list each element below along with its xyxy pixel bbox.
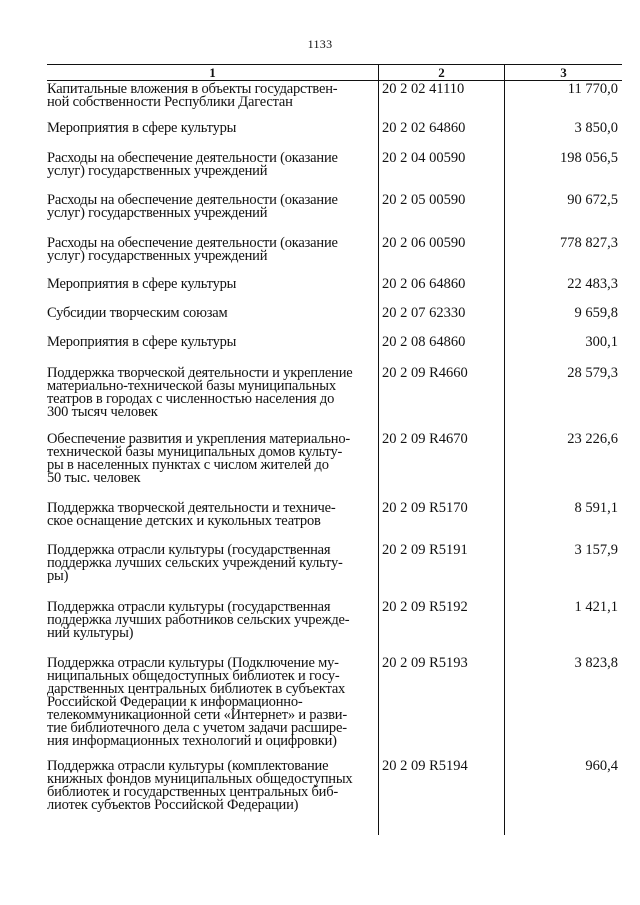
amount-value: 778 827,3 xyxy=(560,235,618,251)
expense-name-line: технической базы муниципальных домов культу- xyxy=(47,444,343,460)
budget-code: 20 2 02 41110 xyxy=(382,81,465,97)
expense-name-line: Поддержка творческой деятельности и техниче- xyxy=(47,500,336,516)
expense-name-line: услуг) государственных учреждений xyxy=(47,163,268,179)
budget-code: 20 2 09 R5191 xyxy=(382,542,468,558)
expense-name-line: Субсидии творческим союзам xyxy=(47,305,228,321)
expense-name-line: дарственных центральных библиотек в субъектах xyxy=(47,681,346,697)
expense-name xyxy=(47,544,377,583)
budget-code: 20 2 09 R5194 xyxy=(382,758,468,774)
expense-name xyxy=(47,83,377,109)
expense-name-line: ния информационных технологий и оцифровки) xyxy=(47,733,337,749)
column-header-3: 3 xyxy=(560,65,567,80)
expense-name xyxy=(47,152,377,178)
expense-name-line: Мероприятия в сфере культуры xyxy=(47,276,237,292)
budget-code: 20 2 05 00590 xyxy=(382,192,466,208)
expense-name xyxy=(47,122,377,135)
amount-value: 23 226,6 xyxy=(567,431,618,447)
expense-name-line: Расходы на обеспечение деятельности (оказание xyxy=(47,192,338,208)
expense-name-line: 50 тыс. человек xyxy=(47,470,141,486)
budget-code: 20 2 02 64860 xyxy=(382,120,466,136)
budget-code: 20 2 09 R4660 xyxy=(382,365,468,381)
column-header-1: 1 xyxy=(209,65,216,80)
table-top-border xyxy=(47,64,622,65)
expense-name-line: ной собственности Республики Дагестан xyxy=(47,94,293,110)
expense-name xyxy=(47,194,377,220)
expense-name-line: Поддержка отрасли культуры (государственная xyxy=(47,599,331,615)
amount-value: 960,4 xyxy=(585,758,618,774)
expense-name xyxy=(47,336,377,349)
expense-name xyxy=(47,278,377,291)
expense-name-line: Мероприятия в сфере культуры xyxy=(47,120,237,136)
amount-value: 3 850,0 xyxy=(574,120,618,136)
expense-name-line: Капитальные вложения в объекты государствен- xyxy=(47,81,338,97)
amount-value: 198 056,5 xyxy=(560,150,618,166)
expense-name xyxy=(47,760,377,812)
budget-code: 20 2 08 64860 xyxy=(382,334,466,350)
expense-name-line: Расходы на обеспечение деятельности (оказание xyxy=(47,235,338,251)
expense-name-line: Поддержка отрасли культуры (государственная xyxy=(47,542,331,558)
expense-name-line: Российской Федерации к информационно- xyxy=(47,694,303,710)
amount-value: 28 579,3 xyxy=(567,365,618,381)
expense-name-line: лиотек субъектов Российской Федерации) xyxy=(47,797,299,813)
budget-code: 20 2 07 62330 xyxy=(382,305,466,321)
expense-name-line: поддержка лучших работников сельских учрежде- xyxy=(47,612,350,628)
expense-name xyxy=(47,657,377,748)
amount-value: 1 421,1 xyxy=(574,599,618,615)
expense-name-line: ское оснащение детских и кукольных театров xyxy=(47,513,321,529)
budget-code: 20 2 04 00590 xyxy=(382,150,466,166)
expense-name-line: Мероприятия в сфере культуры xyxy=(47,334,237,350)
column-divider-1 xyxy=(378,64,379,835)
budget-code: 20 2 09 R5193 xyxy=(382,655,468,671)
budget-code: 20 2 09 R5192 xyxy=(382,599,468,615)
expense-name-line: ниципальных общедоступных библиотек и госу- xyxy=(47,668,340,684)
expense-name-line: ры в населенных пунктах с числом жителей до xyxy=(47,457,329,473)
amount-value: 22 483,3 xyxy=(567,276,618,292)
expense-name-line: Поддержка отрасли культуры (комплектование xyxy=(47,758,329,774)
expense-name-line: книжных фондов муниципальных общедоступных xyxy=(47,771,353,787)
expense-name-line: Поддержка отрасли культуры (Подключение му- xyxy=(47,655,339,671)
expense-name-line: материально-технической базы муниципальных xyxy=(47,378,336,394)
expense-name xyxy=(47,433,377,485)
expense-name xyxy=(47,237,377,263)
expense-name-line: театров в городах с численностью населения до xyxy=(47,391,335,407)
expense-name-line: телекоммуникационной сети «Интернет» и разви- xyxy=(47,707,347,723)
amount-value: 11 770,0 xyxy=(567,81,618,97)
budget-code: 20 2 09 R5170 xyxy=(382,500,468,516)
expense-name-line: Расходы на обеспечение деятельности (оказание xyxy=(47,150,338,166)
expense-name-line: поддержка лучших сельских учреждений культу- xyxy=(47,555,343,571)
amount-value: 3 823,8 xyxy=(574,655,618,671)
column-divider-2 xyxy=(504,64,505,835)
expense-name-line: Обеспечение развития и укрепления материально- xyxy=(47,431,351,447)
budget-code: 20 2 09 R4670 xyxy=(382,431,468,447)
expense-name-line: тие библиотечного дела с учетом задачи расшире- xyxy=(47,720,347,736)
budget-code: 20 2 06 64860 xyxy=(382,276,466,292)
budget-table xyxy=(47,64,622,835)
budget-code: 20 2 06 00590 xyxy=(382,235,466,251)
expense-name-line: Поддержка творческой деятельности и укрепление xyxy=(47,365,353,381)
expense-name xyxy=(47,307,377,320)
amount-value: 300,1 xyxy=(585,334,618,350)
expense-name-line: ры) xyxy=(47,568,69,584)
page-number: 1133 xyxy=(307,37,333,51)
expense-name xyxy=(47,367,377,419)
expense-name-line: услуг) государственных учреждений xyxy=(47,248,268,264)
amount-value: 90 672,5 xyxy=(567,192,618,208)
amount-value: 9 659,8 xyxy=(574,305,618,321)
expense-name-line: библиотек и государственных центральных биб- xyxy=(47,784,339,800)
expense-name-line: услуг) государственных учреждений xyxy=(47,205,268,221)
expense-name-line: ний культуры) xyxy=(47,625,134,641)
expense-name-line: 300 тысяч человек xyxy=(47,404,158,420)
column-header-2: 2 xyxy=(438,65,445,80)
amount-value: 8 591,1 xyxy=(574,500,618,516)
expense-name xyxy=(47,601,377,640)
expense-name xyxy=(47,502,377,528)
amount-value: 3 157,9 xyxy=(574,542,618,558)
